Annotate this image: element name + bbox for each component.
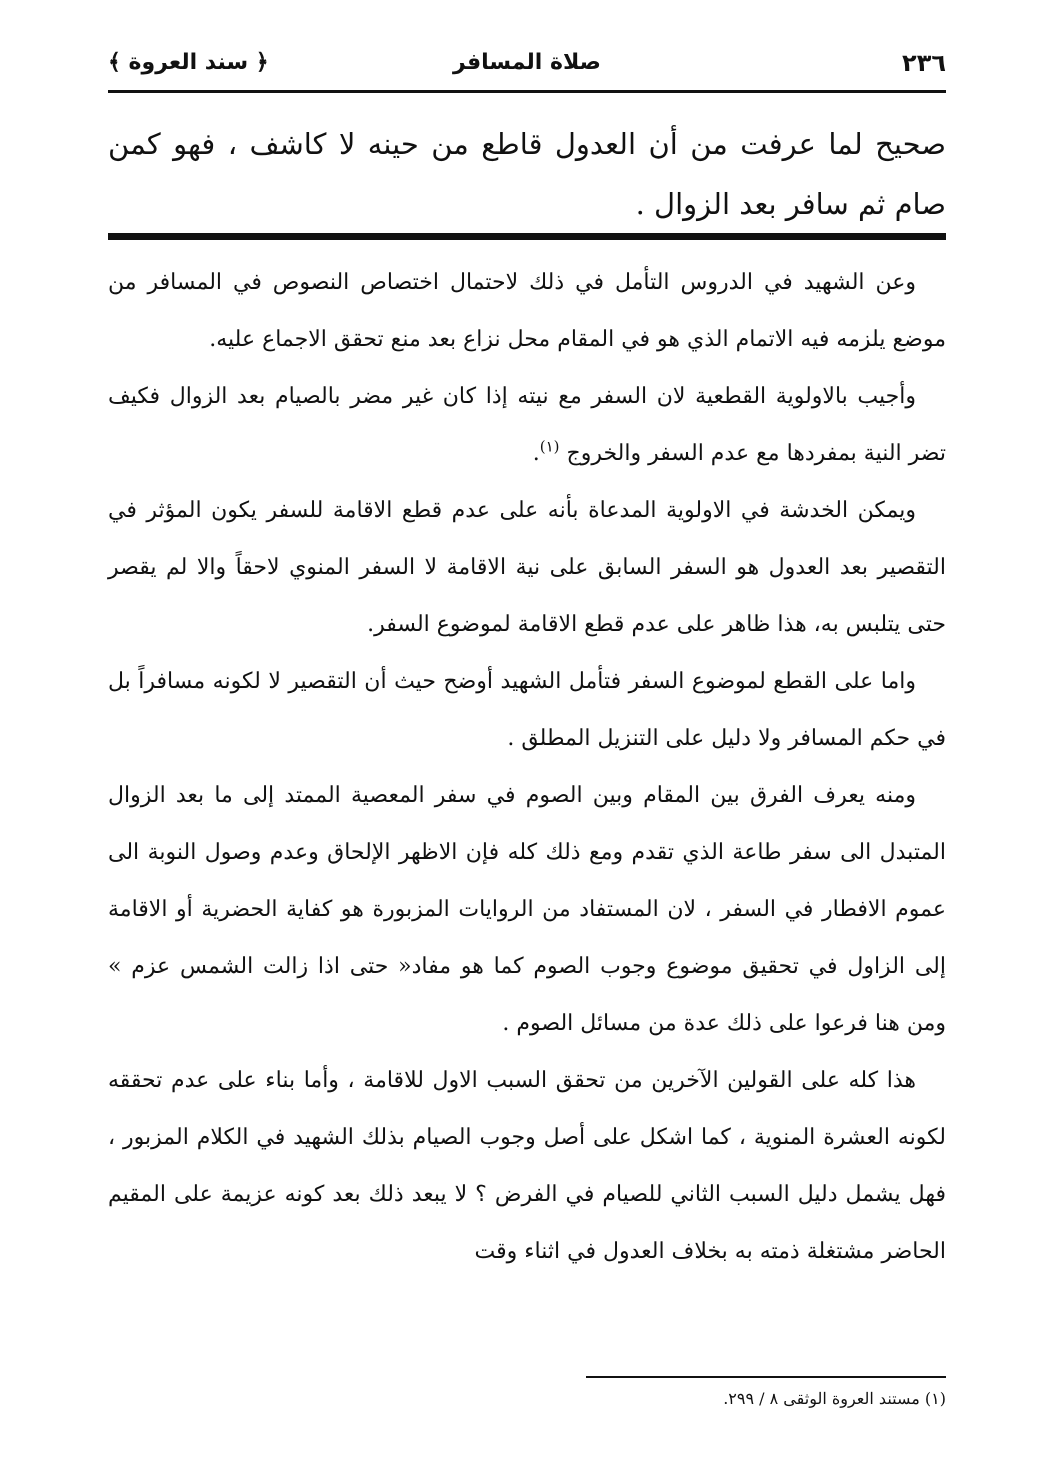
main-text-paragraph: صحيح لما عرفت من أن العدول قاطع من حينه لا كاشف ، فهو كمن صام ثم سافر بعد الزوال . <box>108 127 946 221</box>
commentary-paragraph-5: ومنه يعرف الفرق بين المقام وبين الصوم في سفر المعصية الممتد إلى ما بعد الزوال المتبدل الى سفر طاعة الذي تقدم ومع ذلك كله فإن الاظهر الإلحاق وعدم وصول النوبة الى عموم الافطار في السفر ، لان المستفاد من الروايات المزبورة هو كفاية الحضرية أو الاقامة إلى الزاول في تحقيق موضوع وجوب الصوم كما هو مفاد« حتى اذا زالت الشمس عزم » ومن هنا فرعوا على ذلك عدة من مسائل الصوم . <box>108 783 946 1036</box>
header-divider <box>108 90 946 93</box>
main-text-block <box>108 114 946 234</box>
commentary-paragraph-2-text: وأجيب بالاولوية القطعية لان السفر مع نيته إذا كان غير مضر بالصيام بعد الزوال فكيف تضر النية بمفردها مع عدم السفر والخروج <box>108 384 946 466</box>
footnote: (١) مستند العروة الوثقى ٨ / ٢٩٩. <box>723 1389 946 1408</box>
commentary-paragraph-6: هذا كله على القولين الآخرين من تحقق السبب الاول للاقامة ، وأما بناء على عدم تحققه لكونه العشرة المنوية ، كما اشكل على أصل وجوب الصيام بذلك الشهيد في الكلام المزبور ، فهل يشمل دليل السبب الثاني للصيام في الفرض ؟ لا يبعد ذلك بعد كونه عزيمة على المقيم الحاضر مشتغلة ذمته به بخلاف العدول في اثناء وقت <box>108 1068 946 1264</box>
commentary-paragraph-4: واما على القطع لموضوع السفر فتأمل الشهيد أوضح حيث أن التقصير لا لكونه مسافراً بل في حكم المسافر ولا دليل على التنزيل المطلق . <box>108 669 946 751</box>
commentary-paragraph-2 <box>108 368 946 482</box>
commentary-paragraph-2-end: . <box>532 441 540 466</box>
chapter-title: صلاة المسافر <box>453 50 601 75</box>
commentary-block <box>108 254 946 1280</box>
footnote-divider <box>586 1376 946 1378</box>
book-title: ﴿ سند العروة ﴾ <box>108 50 269 75</box>
commentary-paragraph-1: وعن الشهيد في الدروس التأمل في ذلك لاحتمال اختصاص النصوص في المسافر من موضع يلزمه فيه الاتمام الذي هو في المقام محل نزاع بعد منع تحقق الاجماع عليه. <box>108 270 946 352</box>
commentary-paragraph-3: ويمكن الخدشة في الاولوية المدعاة بأنه على عدم قطع الاقامة للسفر يكون المؤثر في التقصير بعد العدول هو السفر السابق على نية الاقامة لا السفر المنوي لاحقاً والا لم يقصر حتى يتلبس به، هذا ظاهر على عدم قطع الاقامة لموضوع السفر. <box>108 498 946 637</box>
page-number: ٢٣٦ <box>902 49 946 77</box>
page-header <box>108 44 946 88</box>
section-divider <box>108 233 946 240</box>
footnote-reference: (١) <box>539 437 560 456</box>
